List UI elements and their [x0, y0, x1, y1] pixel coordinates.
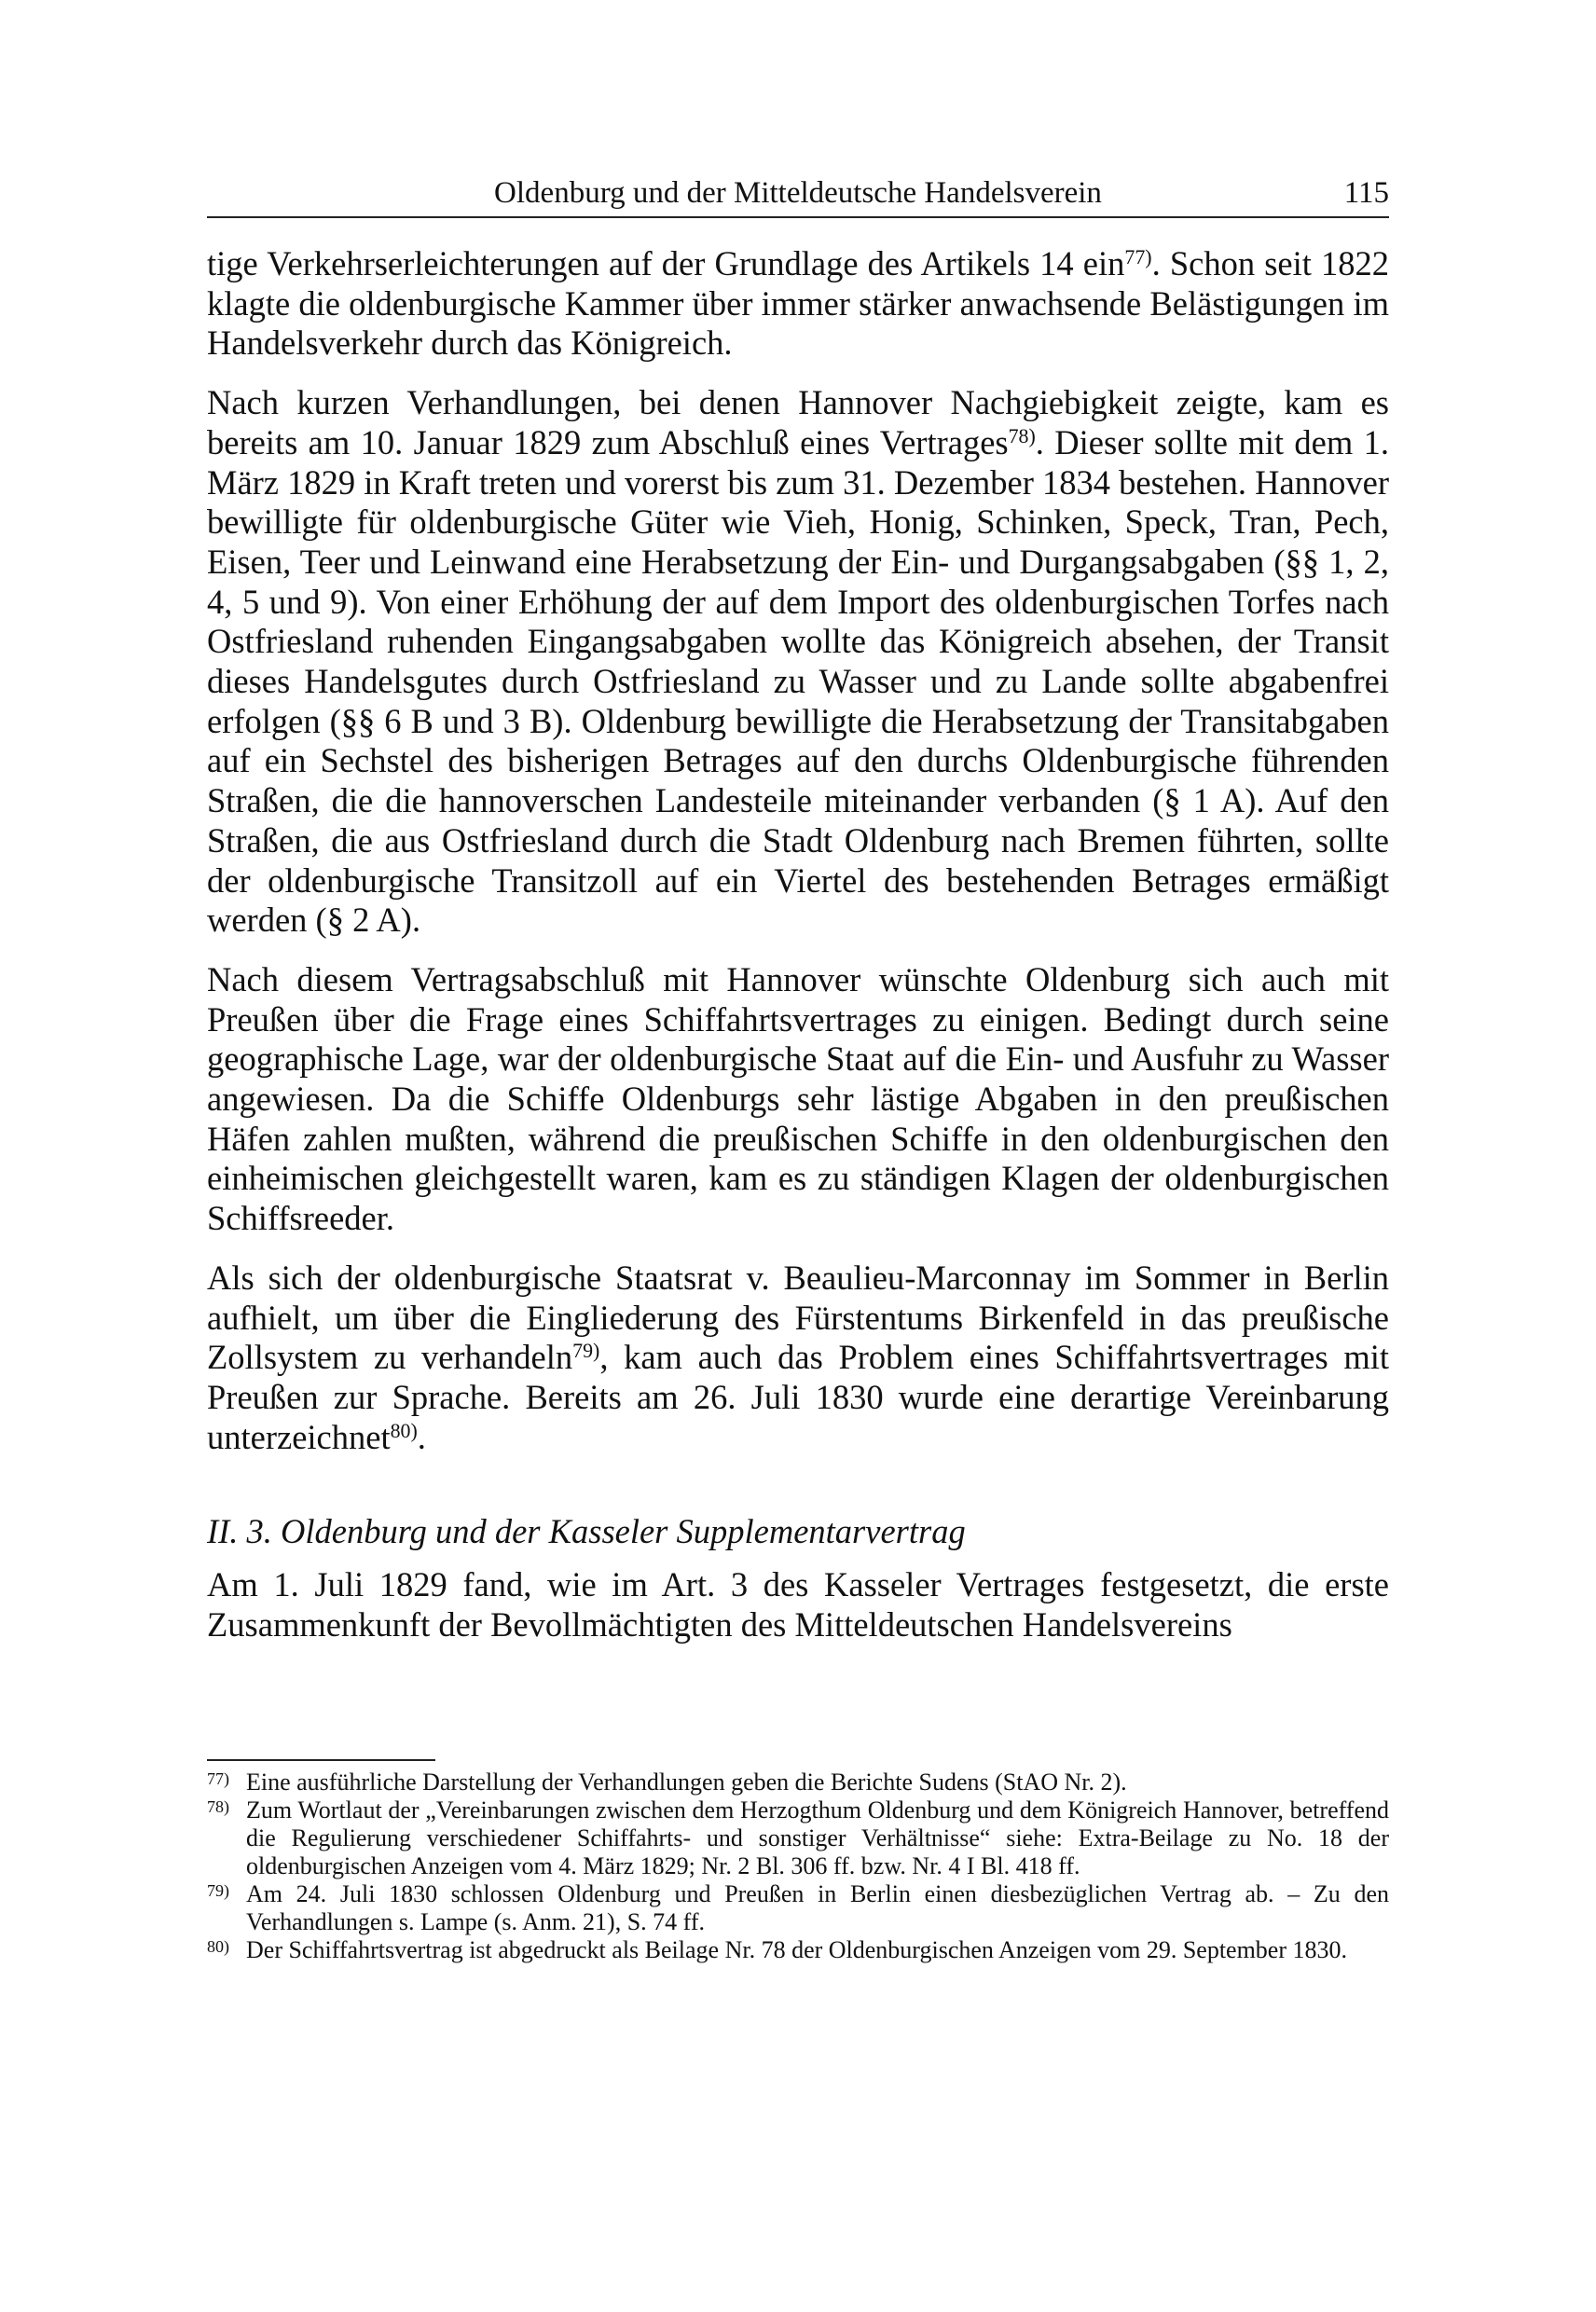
footnote-number: 80)	[207, 1937, 229, 1956]
document-page	[207, 0, 1389, 2312]
footnote-number: 77)	[207, 1769, 229, 1788]
paragraph: Nach kurzen Verhandlungen, bei denen Hannover Nachgiebigkeit zeigte, kam es bereits am 10. Januar 1829 zum Abschluß eines Vertrages$^{78)}$. Dieser sollte mit dem 1. März 1829 in Kraft treten und vorerst bis zum 31. Dezember 1834 bestehen. Hannover bewilligte für oldenburgische Güter wie Vieh, Honig, Schinken, Speck, Tran, Pech, Eisen, Teer und Leinwand eine Herabsetzung der Ein- und Durgangsabgaben (§§ 1, 2, 4, 5 und 9). Von einer Erhöhung der auf dem Import des oldenburgischen Torfes nach Ostfriesland ruhenden Eingangsabgaben wollte das Königreich absehen, der Transit dieses Handelsgutes durch Ostfriesland zu Wasser und zu Lande sollte abgabenfrei erfolgen (§§ 6 B und 3 B). Oldenburg bewilligte die Herabsetzung der Transitabgaben auf ein Sechstel des bisherigen Betrages auf den durchs Oldenburgische führenden Straßen, die die hannoverschen Landesteile miteinander verbanden (§ 1 A). Auf den Straßen, die aus Ostfriesland durch die Stadt Oldenburg nach Bremen führten, sollte der oldenburgische Transitzoll auf ein Viertel des bestehenden Betrages ermäßigt werden (§ 2 A).	[207, 383, 1389, 940]
paragraph: tige Verkehrserleichterungen auf der Grundlage des Artikels 14 ein$^{77)}$. Schon seit 1822 klagte die oldenburgische Kammer über immer stärker anwachsende Belästigungen im Handelsverkehr durch das Königreich.	[207, 244, 1389, 363]
footnote-text: Zum Wortlaut der „Vereinbarungen zwischen dem Herzogthum Oldenburg und dem Königreich Hannover, betreffend die Regulierung verschiedener Schiffahrts- und sonstiger Verhältnisse“ siehe: Extra-Beilage zu No. 18 der oldenburgischen Anzeigen vom 4. März 1829; Nr. 2 Bl. 306 ff. bzw. Nr. 4 I Bl. 418 ff.	[246, 1796, 1389, 1879]
footnote	[207, 1936, 1389, 1964]
running-head	[207, 170, 1389, 218]
footnote-text: Eine ausführliche Darstellung der Verhandlungen geben die Berichte Sudens (StAO Nr. 2).	[246, 1768, 1127, 1796]
footnote-number: 79)	[207, 1881, 229, 1900]
running-head-title: Oldenburg und der Mitteldeutsche Handelsverein	[494, 176, 1102, 210]
footnote	[207, 1796, 1389, 1880]
section-heading: II. 3. Oldenburg und der Kasseler Supplementarvertrag	[207, 1512, 966, 1551]
paragraph: Nach diesem Vertragsabschluß mit Hannover wünschte Oldenburg sich auch mit Preußen über die Frage eines Schiffahrtsvertrages zu einigen. Bedingt durch seine geographische Lage, war der oldenburgische Staat auf die Ein- und Ausfuhr zu Wasser angewiesen. Da die Schiffe Oldenburgs sehr lästige Abgaben in den preußischen Häfen zahlen mußten, während die preußischen Schiffe in den oldenburgischen den einheimischen gleichgestellt waren, kam es zu ständigen Klagen der oldenburgischen Schiffsreeder.	[207, 959, 1389, 1238]
footnote	[207, 1768, 1389, 1796]
footnote-reference: 78)	[1008, 423, 1036, 447]
footnote-text: Am 24. Juli 1830 schlossen Oldenburg und Preußen in Berlin einen diesbezüglichen Vertrag ab. – Zu den Verhandlungen s. Lampe (s. Anm. 21), S. 74 ff.	[246, 1880, 1389, 1935]
footnote-reference: 79)	[572, 1339, 600, 1363]
paragraph: Als sich der oldenburgische Staatsrat v. Beaulieu-Marconnay im Sommer in Berlin aufhielt, um über die Eingliederung des Fürstentums Birkenfeld in das preußische Zollsystem zu verhandeln$^{79)}$, kam auch das Problem eines Schiffahrtsvertrages mit Preußen zur Sprache. Bereits am 26. Juli 1830 wurde eine derartige Vereinbarung unterzeichnet$^{80)}$.	[207, 1258, 1389, 1456]
footnote-reference: 80)	[390, 1418, 418, 1442]
body-text	[207, 244, 1389, 1645]
footnote-number: 78)	[207, 1797, 229, 1816]
page-number: 115	[1343, 176, 1389, 210]
paragraph: Am 1. Juli 1829 fand, wie im Art. 3 des Kasseler Vertrages festgesetzt, die erste Zusammenkunft der Bevollmächtigten des Mitteldeutschen Handelsvereins	[207, 1565, 1389, 1645]
footnotes	[207, 1759, 1389, 1964]
footnote-reference: 77)	[1124, 244, 1152, 268]
footnote	[207, 1880, 1389, 1936]
footnote-text: Der Schiffahrtsvertrag ist abgedruckt als Beilage Nr. 78 der Oldenburgischen Anzeigen vom 29. September 1830.	[246, 1936, 1348, 1963]
